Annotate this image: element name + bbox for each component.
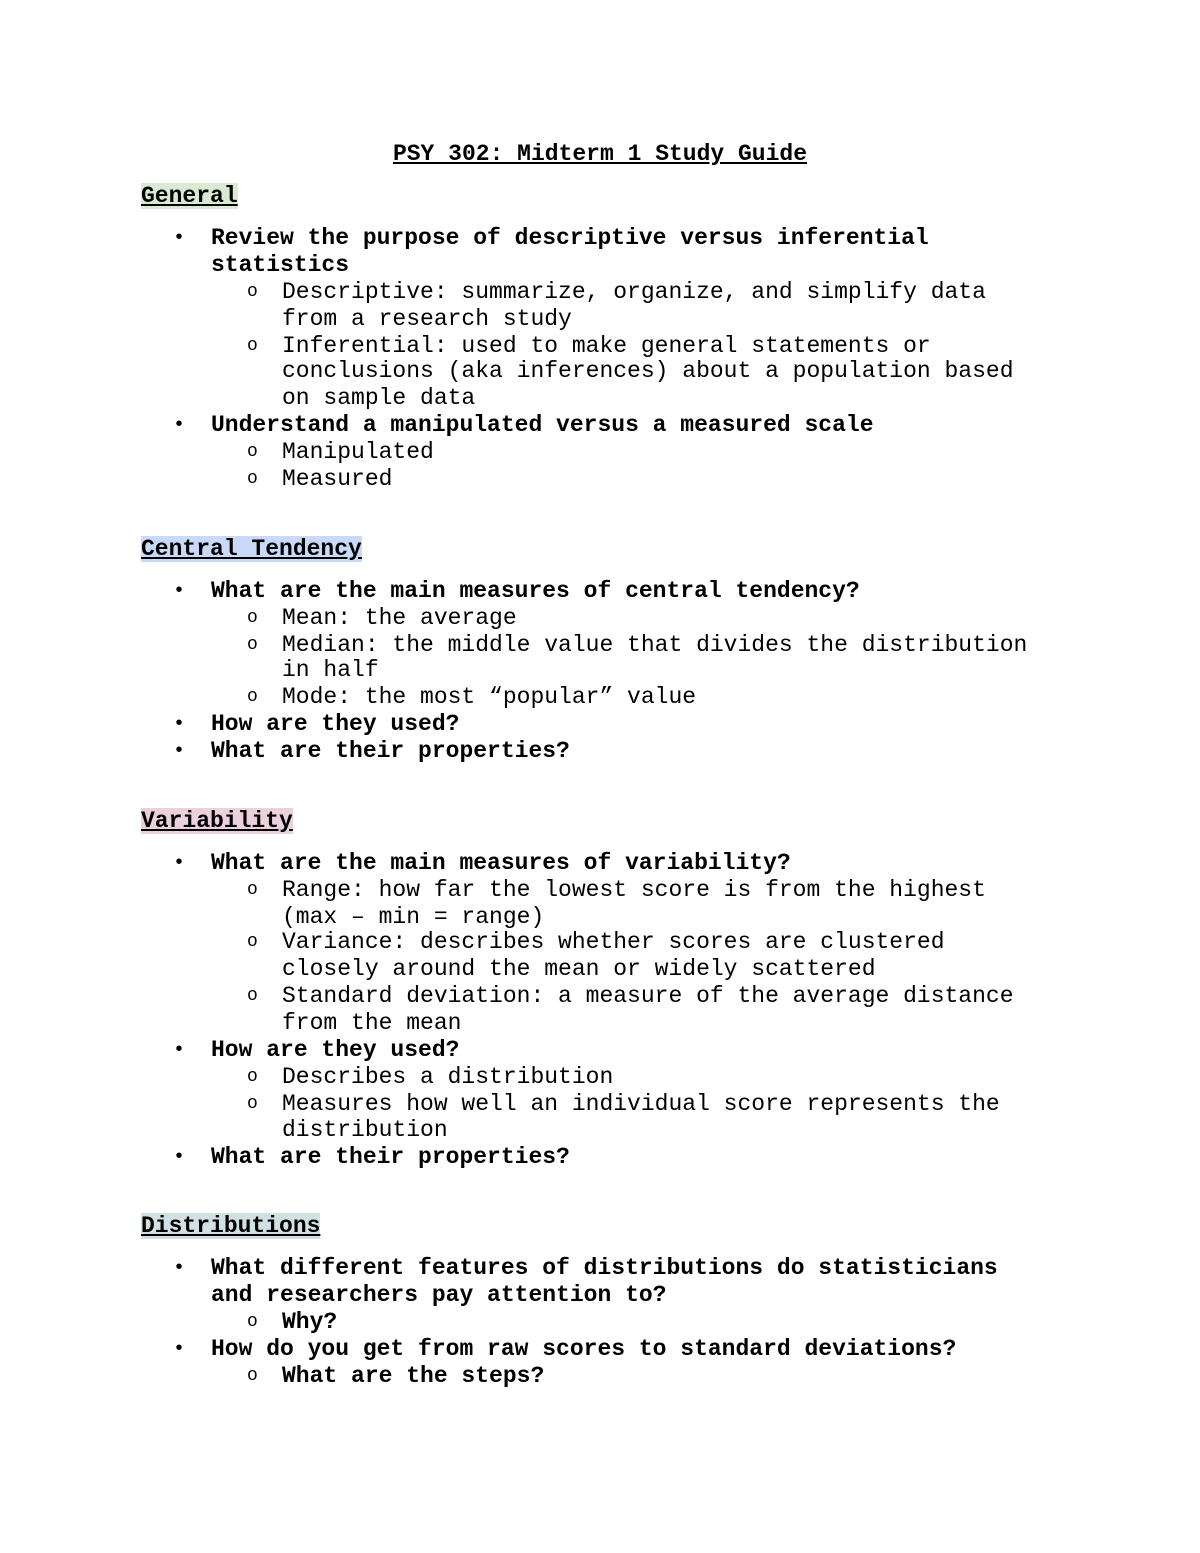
central-subitem-2-cont: in half [282,657,379,683]
sub-bullet-icon: o [247,1067,258,1087]
bullet-icon: • [173,580,186,603]
general-item-1: Review the purpose of descriptive versus inferential [211,225,929,251]
distributions-subitem-2: What are the steps? [282,1363,545,1389]
general-subitem-3: Manipulated [282,439,434,465]
document-title: PSY 302: Midterm 1 Study Guide [392,141,808,167]
sub-bullet-icon: o [247,1366,258,1386]
distributions-item-2: How do you get from raw scores to standard deviations? [211,1336,957,1362]
sub-bullet-icon: o [247,1094,258,1114]
central-subitem-3: Mode: the most “popular” value [282,684,697,710]
variability-subitem-1-cont: (max – min = range) [282,904,545,930]
section-heading-general: General [141,183,238,209]
sub-bullet-icon: o [247,635,258,655]
general-subitem-2: Inferential: used to make general statements or [282,333,931,359]
general-subitem-2-cont: conclusions (aka inferences) about a population based [282,358,1014,384]
general-subitem-2-cont2: on sample data [282,385,476,411]
section-heading-central-tendency: Central Tendency [141,536,362,562]
central-subitem-1: Mean: the average [282,605,517,631]
distributions-subitem-1: Why? [282,1309,338,1335]
bullet-icon: • [173,227,186,250]
variability-item-1: What are the main measures of variability? [211,850,791,876]
distributions-item-1-cont: and researchers pay attention to? [211,1282,667,1308]
variability-subitem-1: Range: how far the lowest score is from the highest [282,877,986,903]
central-item-1: What are the main measures of central tendency? [211,578,860,604]
sub-bullet-icon: o [247,1312,258,1332]
bullet-icon: • [173,740,186,763]
variability-subitem-4: Describes a distribution [282,1064,614,1090]
section-heading-variability: Variability [141,808,293,834]
variability-subitem-5: Measures how well an individual score represents the [282,1091,1000,1117]
bullet-icon: • [173,414,186,437]
bullet-icon: • [173,852,186,875]
bullet-icon: • [173,1039,186,1062]
general-item-1-cont: statistics [211,252,350,278]
sub-bullet-icon: o [247,282,258,302]
variability-item-3: What are their properties? [211,1144,570,1170]
variability-subitem-5-cont: distribution [282,1117,448,1143]
sub-bullet-icon: o [247,880,258,900]
variability-subitem-3-cont: from the mean [282,1010,462,1036]
general-item-2: Understand a manipulated versus a measured scale [211,412,874,438]
sub-bullet-icon: o [247,469,258,489]
general-subitem-1-cont: from a research study [282,306,572,332]
sub-bullet-icon: o [247,932,258,952]
bullet-icon: • [173,1257,186,1280]
variability-subitem-2: Variance: describes whether scores are clustered [282,929,945,955]
central-item-3: What are their properties? [211,738,570,764]
bullet-icon: • [173,1338,186,1361]
sub-bullet-icon: o [247,608,258,628]
sub-bullet-icon: o [247,687,258,707]
sub-bullet-icon: o [247,336,258,356]
bullet-icon: • [173,713,186,736]
central-subitem-2: Median: the middle value that divides the distribution [282,632,1028,658]
central-item-2: How are they used? [211,711,460,737]
general-subitem-4: Measured [282,466,393,492]
variability-subitem-3: Standard deviation: a measure of the average distance [282,983,1014,1009]
section-heading-distributions: Distributions [141,1213,321,1239]
distributions-item-1: What different features of distributions do statisticians [211,1255,998,1281]
variability-subitem-2-cont: closely around the mean or widely scattered [282,956,876,982]
sub-bullet-icon: o [247,442,258,462]
bullet-icon: • [173,1146,186,1169]
sub-bullet-icon: o [247,986,258,1006]
variability-item-2: How are they used? [211,1037,460,1063]
general-subitem-1: Descriptive: summarize, organize, and simplify data [282,279,986,305]
